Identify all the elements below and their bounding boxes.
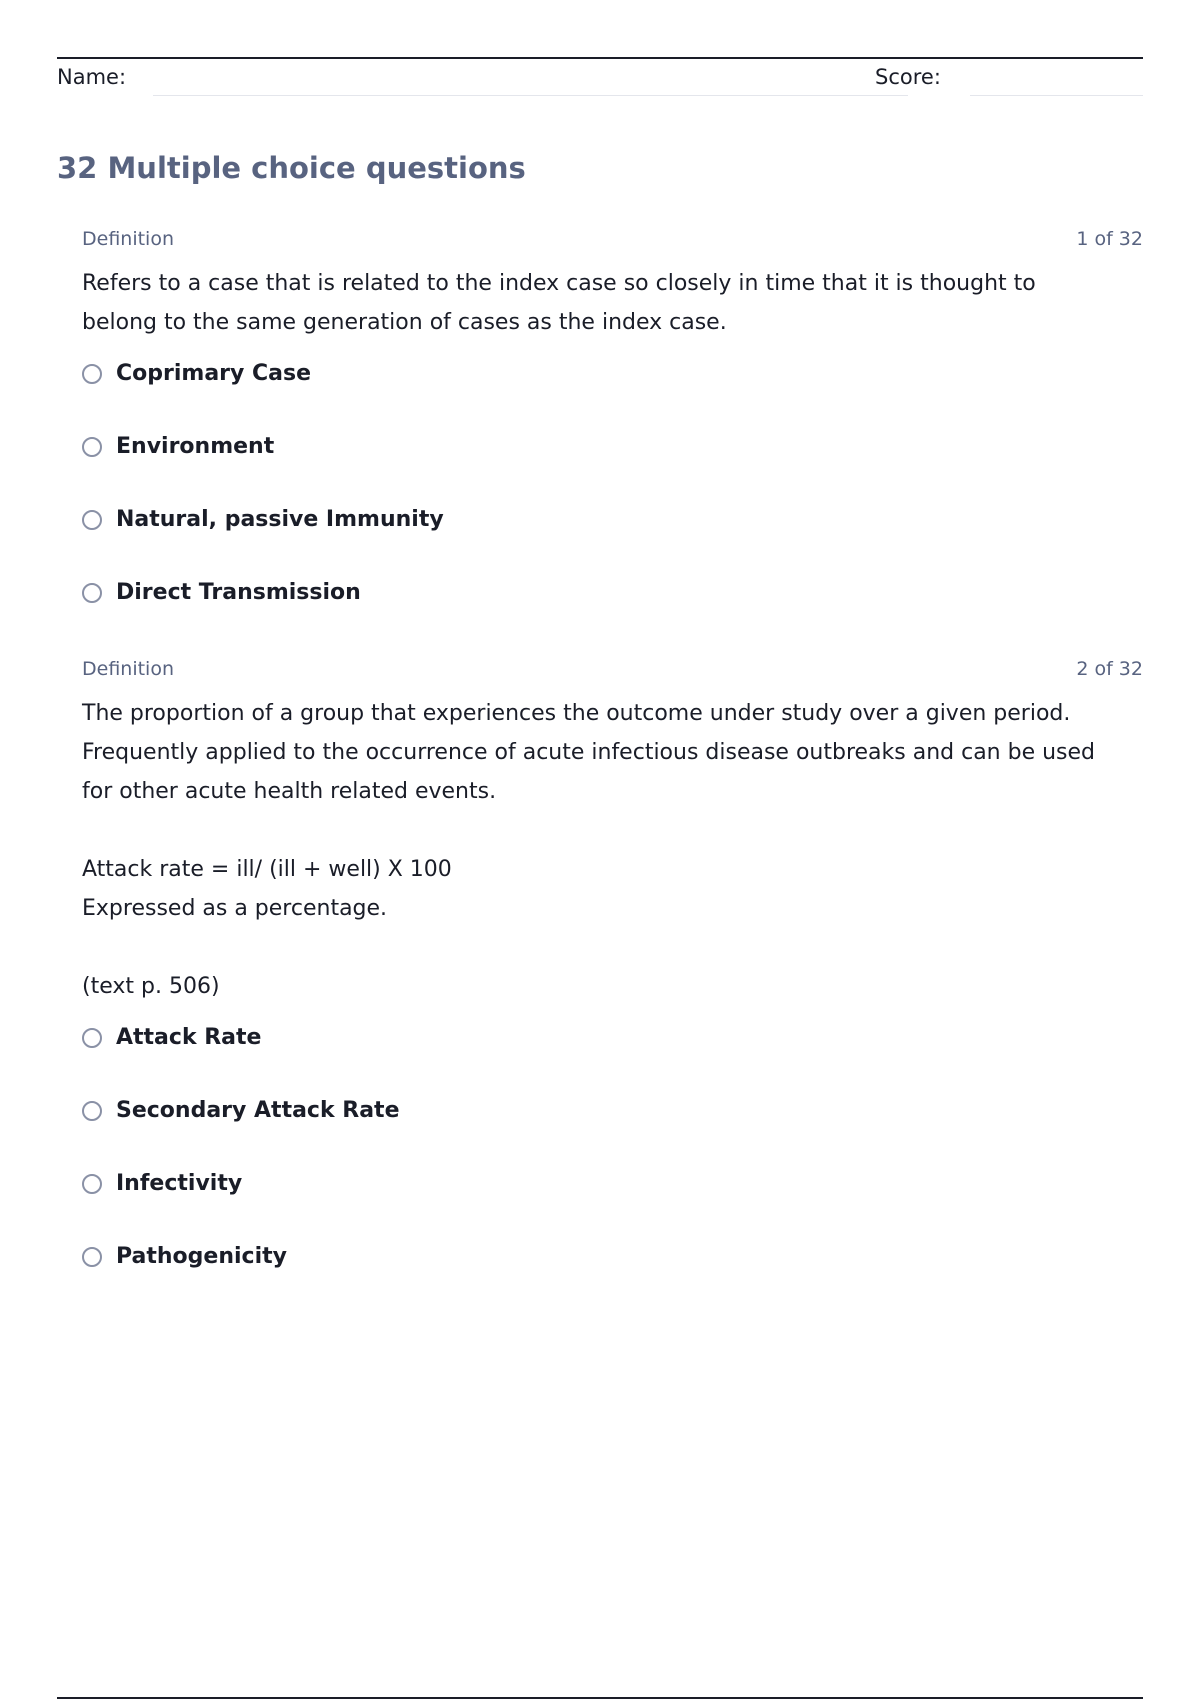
bottom-rule (57, 1697, 1143, 1699)
answer-option[interactable] (82, 1243, 1143, 1316)
answer-option-label: Environment (116, 434, 275, 459)
question-header (82, 658, 1143, 684)
answer-option[interactable] (82, 1097, 1143, 1170)
question-type-label: Definition (82, 228, 175, 250)
prompt-paragraph: The proportion of a group that experiences the outcome under study over a given period. Frequently applied to the occurrence of acute infectious disease outbreaks and can be used for other acute health related events. (82, 701, 1096, 804)
name-label: Name: (57, 65, 127, 89)
answer-option-label: Direct Transmission (116, 580, 361, 605)
answer-option[interactable] (82, 433, 1143, 506)
answer-option-label: Natural, passive Immunity (116, 507, 444, 532)
question-prompt (82, 694, 1112, 1006)
answer-option[interactable] (82, 579, 1143, 652)
worksheet-header (57, 64, 1143, 98)
answer-option[interactable] (82, 1170, 1143, 1243)
radio-button-icon[interactable] (82, 1028, 102, 1048)
name-field-line[interactable] (153, 95, 908, 96)
radio-button-icon[interactable] (82, 364, 102, 384)
score-field-line[interactable] (970, 95, 1143, 96)
answer-option[interactable] (82, 1024, 1143, 1097)
prompt-paragraph: Expressed as a percentage. (82, 896, 388, 921)
answer-option[interactable] (82, 506, 1143, 579)
radio-button-icon[interactable] (82, 583, 102, 603)
prompt-paragraph: Refers to a case that is related to the index case so closely in time that it is thought to belong to the same generation of cases as the index case. (82, 271, 1036, 335)
prompt-reference: (text p. 506) (82, 974, 220, 999)
question-card (82, 658, 1143, 1316)
answer-option-label: Infectivity (116, 1171, 243, 1196)
radio-button-icon[interactable] (82, 1174, 102, 1194)
question-counter: 2 of 32 (1076, 658, 1143, 680)
top-rule (57, 57, 1143, 59)
score-label: Score: (875, 65, 941, 89)
section-title: 32 Multiple choice questions (57, 151, 526, 185)
question-prompt (82, 264, 1112, 342)
answer-options (82, 360, 1143, 652)
radio-button-icon[interactable] (82, 510, 102, 530)
radio-button-icon[interactable] (82, 1247, 102, 1267)
answer-option-label: Coprimary Case (116, 361, 312, 386)
answer-options (82, 1024, 1143, 1316)
answer-option-label: Pathogenicity (116, 1244, 287, 1269)
question-card (82, 228, 1143, 652)
prompt-formula: Attack rate = ill/ (ill + well) X 100 (82, 857, 452, 882)
question-type-label: Definition (82, 658, 175, 680)
question-counter: 1 of 32 (1076, 228, 1143, 250)
answer-option-label: Attack Rate (116, 1025, 262, 1050)
radio-button-icon[interactable] (82, 1101, 102, 1121)
answer-option-label: Secondary Attack Rate (116, 1098, 400, 1123)
radio-button-icon[interactable] (82, 437, 102, 457)
question-header (82, 228, 1143, 254)
answer-option[interactable] (82, 360, 1143, 433)
